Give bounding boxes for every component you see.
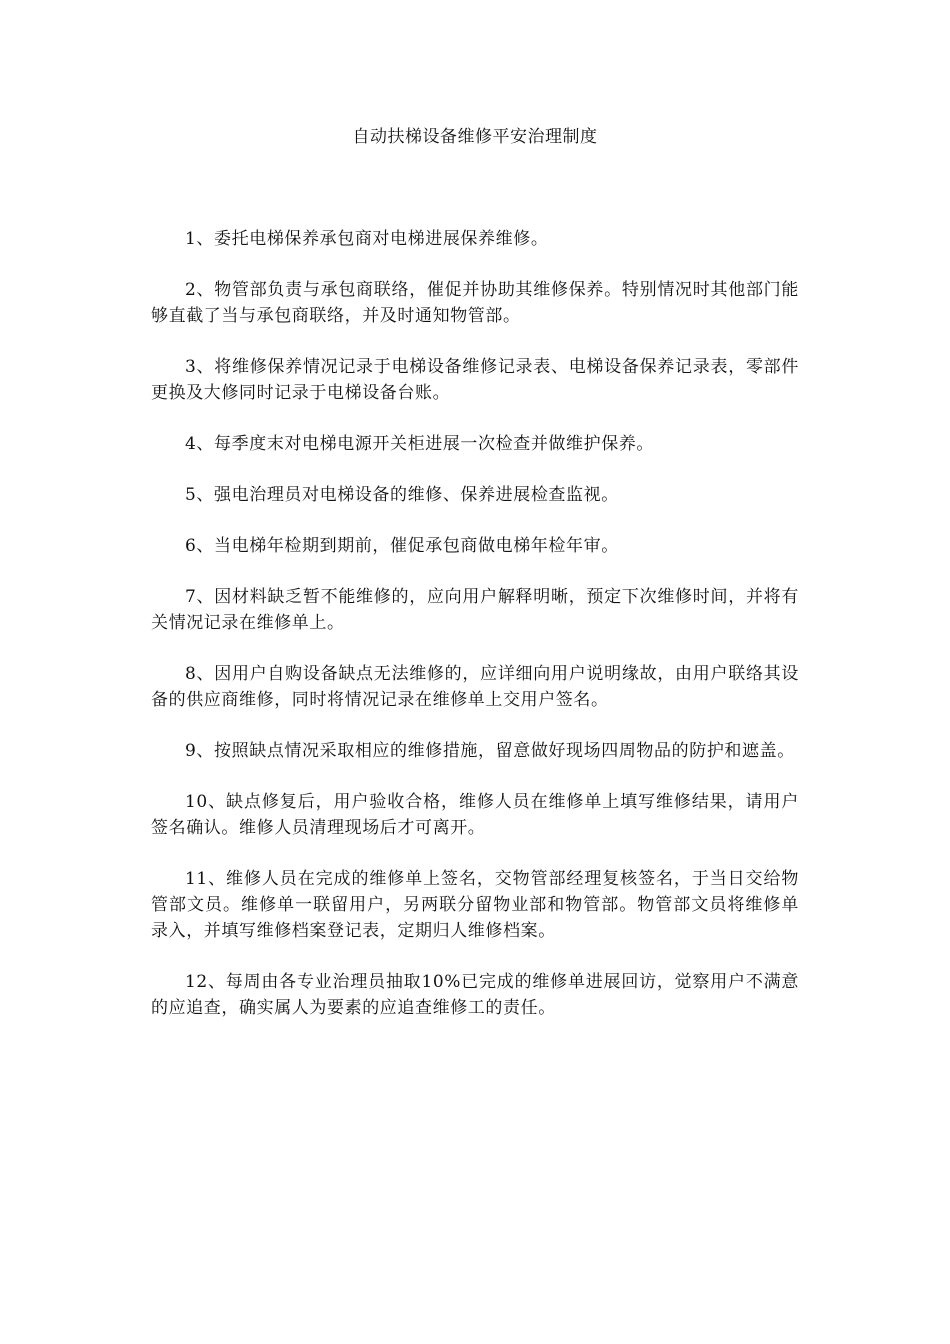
document-body (151, 226, 799, 1046)
document-title: 自动扶梯设备维修平安治理制度 (352, 127, 598, 147)
paragraph-1: 1、委托电梯保养承包商对电梯进展保养维修。 (185, 229, 549, 249)
paragraph-7: 7、因材料缺乏暂不能维修的，应向用户解释明晰，预定下次维修时间，并将有关情况记录在维修单上。 (151, 587, 799, 633)
paragraph-5: 5、强电治理员对电梯设备的维修、保养进展检查监视。 (185, 485, 619, 505)
paragraph-3: 3、将维修保养情况记录于电梯设备维修记录表、电梯设备保养记录表，零部件更换及大修同时记录于电梯设备台账。 (151, 357, 799, 403)
paragraph-4: 4、每季度末对电梯电源开关柜进展一次检查并做维护保养。 (185, 434, 655, 454)
paragraph-8: 8、因用户自购设备缺点无法维修的，应详细向用户说明缘故，由用户联络其设备的供应商维修，同时将情况记录在维修单上交用户签名。 (151, 664, 799, 710)
paragraph-12: 12、每周由各专业治理员抽取10%已完成的维修单进展回访，觉察用户不满意的应追查，确实属人为要素的应追查维修工的责任。 (151, 972, 799, 1018)
paragraph-10: 10、缺点修复后，用户验收合格，维修人员在维修单上填写维修结果，请用户签名确认。维修人员清理现场后才可离开。 (151, 792, 799, 838)
paragraph-9: 9、按照缺点情况采取相应的维修措施，留意做好现场四周物品的防护和遮盖。 (185, 741, 795, 761)
paragraph-6: 6、当电梯年检期到期前，催促承包商做电梯年检年审。 (185, 536, 619, 556)
paragraph-2: 2、物管部负责与承包商联络，催促并协助其维修保养。特别情况时其他部门能够直截了当与承包商联络，并及时通知物管部。 (151, 280, 799, 326)
paragraph-11: 11、维修人员在完成的维修单上签名，交物管部经理复核签名，于当日交给物管部文员。维修单一联留用户，另两联分留物业部和物管部。物管部文员将维修单录入，并填写维修档案登记表，定期归人维修档案。 (151, 869, 799, 941)
